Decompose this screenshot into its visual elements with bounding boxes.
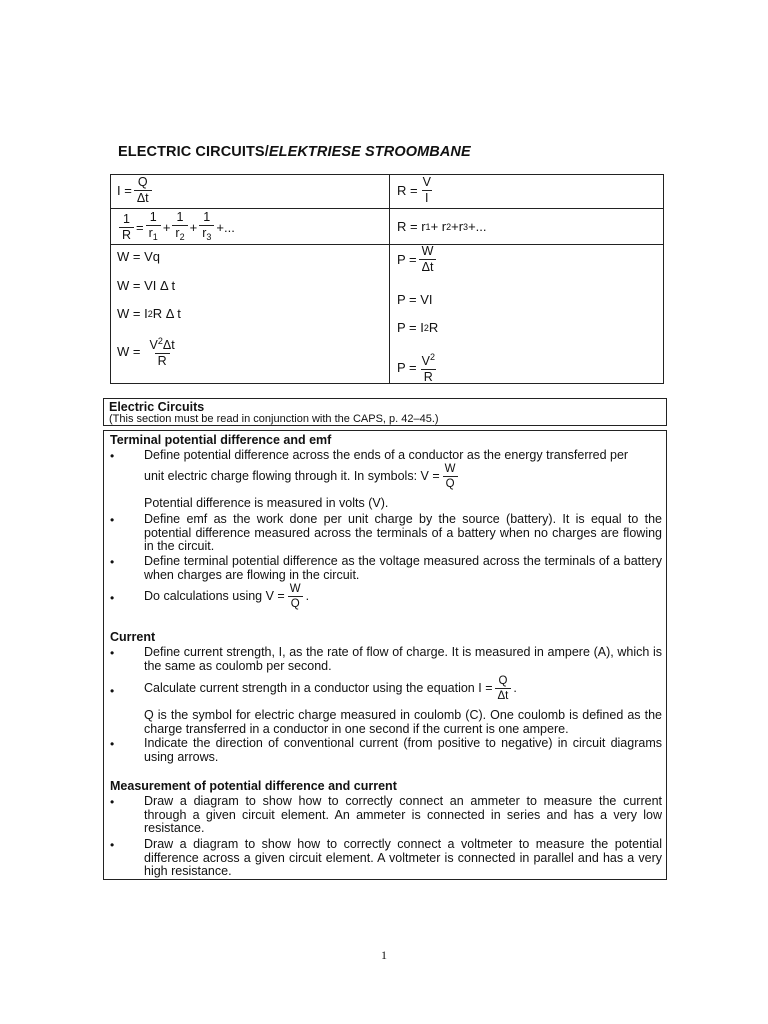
denominator: Δt: [419, 259, 437, 274]
item-note: Potential difference is measured in volts (V).: [144, 496, 389, 510]
subscript: 3: [206, 232, 212, 242]
formula-current: [117, 176, 154, 205]
numerator: Q: [498, 675, 508, 687]
fraction: [119, 213, 134, 242]
equation-lhs: I =: [478, 680, 493, 695]
numerator: W: [444, 463, 456, 475]
denominator: R: [119, 227, 134, 242]
fraction: [419, 245, 437, 274]
formula-text: R: [428, 320, 439, 335]
item-text: .: [513, 680, 517, 695]
box-subheading: (This section must be read in conjunction with the CAPS, p. 42–45.): [109, 413, 439, 425]
numerator-symbol: V: [421, 354, 430, 368]
denominator: R: [155, 353, 170, 368]
formula-p-w: [397, 245, 438, 274]
denominator: Δt: [495, 688, 512, 702]
fraction: [146, 211, 161, 244]
equation-lhs: V =: [420, 468, 440, 483]
numerator-symbol: V: [149, 338, 158, 352]
numerator-symbol: Δt: [162, 338, 175, 352]
formula-text: +r: [451, 219, 464, 234]
list-item: Draw a diagram to show how to correctly connect an ammeter to measure the current through a given circuit element. An ammeter is connected in series and has a very low resistance.: [144, 794, 662, 835]
formula-text: W = I: [117, 306, 148, 321]
page-number: 1: [381, 948, 387, 962]
fraction: [442, 463, 459, 490]
list-item: Draw a diagram to show how to correctly connect a voltmeter to measure the potential difference across a given circuit element. A voltmeter is connected in parallel and has a very high resistance.: [144, 837, 662, 878]
page-title: [118, 144, 471, 160]
superscript: 2: [157, 336, 163, 346]
formula-resistance: [397, 176, 436, 205]
numerator: 1: [203, 210, 211, 224]
list-item: [144, 463, 662, 490]
box-heading: Electric Circuits: [109, 400, 205, 414]
formula-tail: +...: [216, 220, 235, 235]
formula-text: W = Vq: [117, 249, 160, 264]
fraction: [199, 211, 214, 244]
section-heading-emf: Terminal potential difference and emf: [110, 433, 332, 447]
denominator: I: [422, 190, 431, 205]
superscript: 2: [429, 352, 435, 362]
formula-w-i2rt: [117, 306, 181, 321]
curriculum-body-box: [103, 430, 667, 880]
numerator: [419, 351, 438, 369]
fraction: [495, 675, 512, 702]
list-item: Define terminal potential difference as the voltage measured across the terminals of a battery when charges are flowing in the circuit.: [144, 554, 662, 582]
denominator: Δt: [134, 190, 152, 205]
section-heading-measurement: Measurement of potential difference and current: [110, 779, 397, 793]
numerator: W: [421, 244, 434, 258]
formula-lhs: R =: [397, 183, 418, 198]
superscript: 2: [147, 308, 153, 319]
denominator-symbol: r: [202, 226, 207, 240]
subscript: 3: [463, 221, 469, 232]
denominator: [199, 225, 214, 244]
formula-series-resistance: [397, 219, 487, 234]
denominator-symbol: r: [175, 226, 180, 240]
superscript: 2: [423, 322, 429, 333]
title-main: ELECTRIC CIRCUITS/: [118, 144, 269, 160]
fraction: [146, 335, 177, 368]
list-item: [144, 675, 662, 702]
formula-parallel-resistance: [117, 211, 235, 244]
equation-lhs: V =: [265, 588, 285, 603]
item-text: unit electric charge flowing through it. In symbols:: [144, 468, 418, 483]
list-item: [144, 583, 662, 610]
fraction: [287, 583, 304, 610]
section-heading-current: Current: [110, 630, 156, 644]
title-italic: ELEKTRIESE STROOMBANE: [268, 144, 471, 160]
list-item: Define current strength, I, as the rate of flow of charge. It is measured in ampere (A), which is the same as coulomb per second.: [144, 645, 662, 673]
numerator: Q: [137, 175, 148, 189]
formula-p-vi: [397, 292, 433, 307]
formula-p-i2r: [397, 320, 438, 335]
formula-w-v2: [117, 335, 180, 368]
formula-lhs: I =: [117, 183, 132, 198]
bullet: •: [110, 513, 115, 527]
denominator: Q: [443, 476, 458, 490]
list-item: [144, 449, 662, 463]
numerator: 1: [149, 210, 157, 224]
item-note: Q is the symbol for electric charge measured in coulomb (C). One coulomb is defined as the charge transferred in a conductor in one second if the current is one ampere.: [144, 708, 662, 736]
item-text: Define potential difference across the ends of a conductor as the energy transferred per: [144, 448, 629, 462]
bullet: •: [110, 449, 115, 463]
list-item: Define emf as the work done per unit charge by the source (battery). It is equal to the potential difference measured across the terminals of a battery when no charges are flowing in the circuit.: [144, 512, 662, 553]
table-row-divider: [111, 208, 663, 209]
item-text: Do calculations using: [144, 588, 263, 603]
bullet: •: [110, 684, 115, 698]
bullet: •: [110, 646, 115, 660]
curriculum-header-box: [103, 398, 667, 426]
formula-text: P = VI: [397, 292, 433, 307]
formula-text: P = I: [397, 320, 424, 335]
subscript: 2: [179, 232, 185, 242]
subscript: 1: [152, 232, 158, 242]
formula-text: W = VI Δ t: [117, 278, 176, 293]
formula-table: [110, 174, 664, 384]
formula-text: + r: [430, 219, 447, 234]
denominator: R: [421, 369, 436, 384]
formula-text: R Δ t: [152, 306, 181, 321]
item-text: .: [305, 588, 310, 603]
formula-w-vq: [117, 249, 160, 264]
denominator: [146, 225, 161, 244]
fraction: [420, 176, 434, 205]
formula-text: R = r: [397, 219, 426, 234]
equals-sign: =: [136, 220, 144, 235]
numerator: 1: [176, 210, 184, 224]
numerator: V: [422, 175, 431, 189]
bullet: •: [110, 737, 115, 751]
formula-lhs: P =: [397, 360, 417, 375]
denominator: Q: [288, 596, 303, 610]
plus-sign: +: [189, 220, 198, 235]
fraction: [419, 351, 438, 384]
bullet: •: [110, 555, 115, 569]
list-item: Indicate the direction of conventional current (from positive to negative) in circuit diagrams using arrows.: [144, 736, 662, 764]
numerator: 1: [123, 212, 130, 226]
numerator: [146, 335, 177, 353]
fraction: [172, 211, 187, 244]
bullet: •: [110, 838, 115, 852]
subscript: 2: [446, 221, 452, 232]
formula-p-v2r: [397, 351, 440, 384]
subscript: 1: [425, 221, 431, 232]
plus-sign: +: [162, 220, 171, 235]
denominator-symbol: r: [148, 226, 153, 240]
table-row-divider: [111, 244, 663, 245]
fraction: [134, 176, 152, 205]
formula-lhs: P =: [397, 252, 417, 267]
formula-tail: +...: [468, 219, 487, 234]
formula-w-vit: [117, 278, 175, 293]
item-text: Calculate current strength in a conductor using the equation: [144, 680, 475, 695]
denominator: [172, 225, 187, 244]
numerator: W: [289, 583, 301, 595]
table-divider: [389, 175, 390, 383]
bullet: •: [110, 591, 115, 605]
bullet: •: [110, 795, 115, 809]
formula-lhs: W =: [117, 344, 141, 359]
